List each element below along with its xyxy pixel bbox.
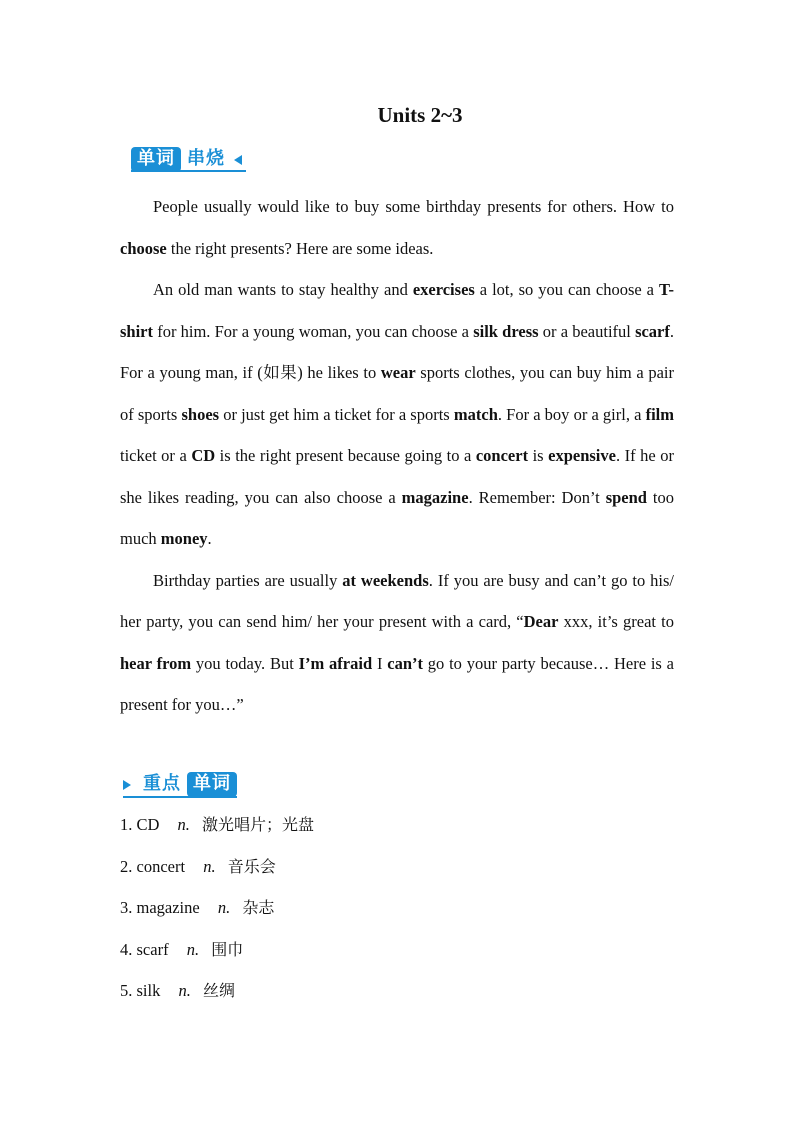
keyword: scarf	[635, 321, 670, 341]
vocab-item	[120, 808, 314, 850]
vocab-item	[120, 974, 314, 1016]
passage-text: ticket or a	[120, 446, 192, 465]
keyword: Dear	[523, 612, 559, 631]
vocab-item	[120, 933, 314, 975]
passage-text: xxx, it’s great to	[558, 612, 674, 631]
vocab-word: CD	[136, 815, 160, 834]
passage-text: I	[372, 653, 388, 673]
passage-text: . For a boy or a girl, a	[497, 404, 646, 424]
vocab-meaning: 激光唱片；光盘	[202, 815, 315, 834]
passage-text: sports clothes, you can buy him a pair of sports	[120, 363, 674, 424]
banner-tag-secondary: 串烧	[181, 147, 231, 172]
keyword: match	[453, 404, 498, 424]
keyword: magazine	[401, 487, 469, 507]
passage-text: too much	[120, 487, 674, 548]
passage-text: you today. But	[191, 653, 299, 673]
passage-text: is the right present because going to a	[215, 446, 476, 465]
passage-text: People usually would like to buy some birthday presents for others. How to	[153, 197, 674, 216]
vocab-pos: n.	[186, 939, 200, 959]
banner-underline	[131, 170, 246, 172]
banner-tag-secondary: 重点	[137, 772, 187, 797]
arrow-left-icon	[234, 155, 242, 165]
vocab-meaning: 杂志	[242, 898, 275, 917]
vocab-meaning: 音乐会	[227, 856, 276, 876]
vocab-number: 1.	[120, 815, 133, 834]
passage-text: . If you are busy and can’t go to his/ her party, you can send him/ her your present with a card, “	[120, 570, 674, 631]
vocab-pos: n.	[178, 981, 191, 1000]
vocab-number: 3.	[120, 898, 133, 917]
vocabulary-list	[120, 808, 314, 1016]
keyword: exercises	[412, 280, 475, 299]
banner-tag-primary: 单词	[131, 147, 181, 172]
passage-text: . For a young man, if (如果) he likes to	[120, 321, 675, 382]
vocab-word: silk	[136, 981, 161, 1000]
vocab-pos: n.	[177, 815, 190, 834]
vocab-number: 4.	[120, 939, 133, 959]
vocab-word: magazine	[136, 898, 200, 917]
keyword: wear	[380, 363, 416, 382]
keyword: film	[645, 404, 674, 424]
passage-text: a lot, so you can choose a	[474, 280, 659, 299]
vocab-meaning: 丝绸	[202, 981, 235, 1000]
banner-tag-primary: 单词	[187, 772, 237, 797]
banner-underline	[123, 796, 237, 798]
vocab-meaning: 围巾	[211, 939, 244, 959]
vocab-pos: n.	[203, 856, 216, 876]
vocab-number: 2.	[120, 856, 133, 876]
keyword: spend	[605, 487, 647, 507]
vocab-number: 5.	[120, 981, 133, 1000]
vocab-word: concert	[136, 856, 186, 876]
vocab-item	[120, 891, 314, 933]
section-banner-key-words	[123, 771, 237, 798]
passage-text: for him. For a young woman, you can choose a	[153, 321, 474, 341]
keyword: at weekends	[342, 570, 429, 590]
passage-paragraph-1	[120, 186, 674, 269]
vocab-item	[120, 850, 314, 892]
keyword: silk dress	[473, 321, 539, 341]
passage-text: or just get him a ticket for a sports	[219, 404, 454, 424]
vocab-pos: n.	[217, 898, 231, 917]
passage-text: . If he or she likes reading, you can also choose a	[120, 446, 674, 507]
keyword: can’t	[387, 653, 423, 673]
keyword: shoes	[181, 404, 220, 424]
keyword: I’m afraid	[298, 653, 373, 673]
keyword: expensive	[548, 446, 616, 465]
page-title: Units 2~3	[377, 103, 463, 127]
passage-text: .	[207, 529, 212, 548]
passage-text: is	[528, 446, 549, 465]
keyword: choose	[120, 238, 167, 258]
keyword: T-shirt	[120, 280, 674, 341]
section-banner-word-string	[131, 146, 242, 173]
keyword: CD	[191, 446, 216, 465]
keyword: concert	[475, 446, 529, 465]
keyword: money	[160, 529, 208, 548]
passage-text: An old man wants to stay healthy and	[153, 280, 413, 299]
vocab-word: scarf	[136, 939, 169, 959]
passage-text: go to your party because… Here is a present for you…”	[120, 653, 674, 714]
passage-text: or a beautiful	[538, 321, 636, 341]
passage-text: . Remember: Don’t	[468, 487, 606, 507]
passage-text: the right presents? Here are some ideas.	[166, 238, 434, 258]
arrow-right-icon	[123, 780, 131, 790]
reading-passage	[120, 186, 674, 726]
keyword: hear from	[120, 653, 192, 673]
passage-paragraph-3	[120, 560, 674, 726]
passage-paragraph-2	[120, 269, 674, 560]
passage-text: Birthday parties are usually	[153, 570, 343, 590]
